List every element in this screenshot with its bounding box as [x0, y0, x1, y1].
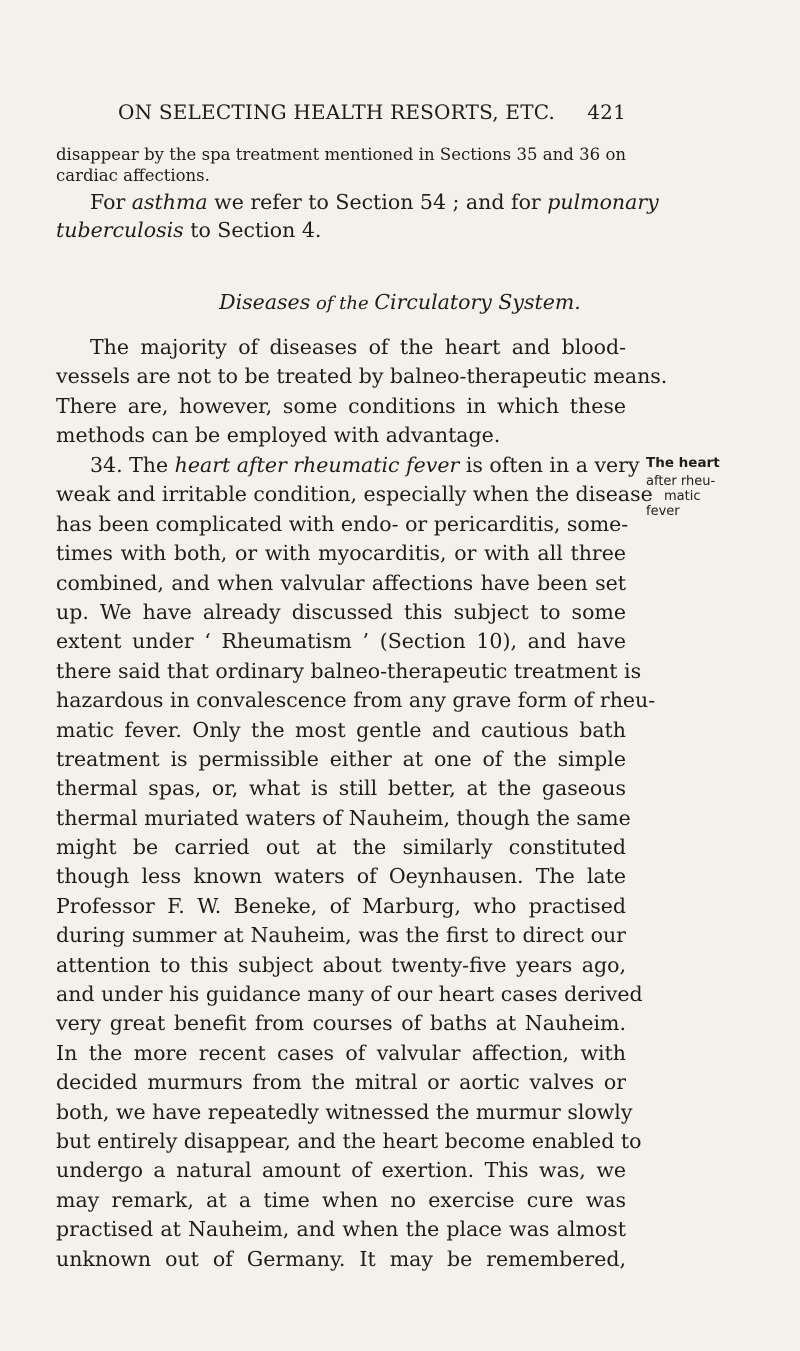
paragraph-line: weak and irritable condition, especially when the disease: [56, 482, 653, 507]
asthma-paragraph-cont: [56, 216, 626, 245]
paragraph-line: vessels are not to be treated by balneo-therapeutic means.: [56, 364, 668, 389]
paragraph-line: treatment is permissible either at one of the simple: [56, 746, 626, 771]
emphasis-heart-after-rheumatic-fever: heart after rheumatic fever: [174, 453, 460, 477]
margin-note-line: matic: [664, 489, 701, 504]
margin-note-line: fever: [646, 504, 680, 519]
emphasis-tuberculosis: tuberculosis: [56, 218, 184, 242]
intro-paragraph: [56, 144, 626, 186]
asthma-line: [56, 216, 626, 245]
paragraph-line: In the more recent cases of valvular affection, with: [56, 1040, 626, 1065]
paragraph-line: hazardous in convalescence from any grave form of rheu-: [56, 688, 656, 713]
paragraph-line: practised at Nauheim, and when the place was almost: [56, 1217, 626, 1242]
running-title: ON SELECTING HEALTH RESORTS, ETC.: [118, 100, 556, 124]
paragraph-majority: [56, 333, 668, 451]
intro-line: cardiac affections.: [56, 166, 210, 185]
paragraph-line: both, we have repeatedly witnessed the murmur slowly: [56, 1099, 633, 1124]
paragraph-line: might be carried out at the similarly constituted: [56, 835, 626, 860]
text-run: For: [90, 190, 132, 214]
heading-part: of the: [310, 293, 375, 314]
heading-part: Diseases: [219, 290, 311, 314]
paragraph-line: up. We have already discussed this subject to some: [56, 599, 626, 624]
emphasis-asthma: asthma: [131, 190, 208, 214]
paragraph-line: but entirely disappear, and the heart become enabled to: [56, 1128, 642, 1153]
section-heading: [0, 290, 800, 314]
page-number: 421: [587, 100, 626, 124]
text-run: 34. The: [90, 453, 175, 477]
emphasis-pulmonary: pulmonary: [547, 190, 659, 214]
paragraph-line: Professor F. W. Beneke, of Marburg, who practised: [56, 893, 626, 918]
text-run: to Section 4.: [183, 218, 322, 242]
paragraph-line: undergo a natural amount of exertion. This was, we: [56, 1158, 626, 1183]
text-run: we refer to Section 54 ; and for: [207, 190, 548, 214]
paragraph-line: extent under ‘ Rheumatism ’ (Section 10), and have: [56, 629, 626, 654]
paragraph-line: during summer at Nauheim, was the first to direct our: [56, 923, 626, 948]
text-run: is often in a very: [459, 453, 640, 477]
paragraph-line: methods can be employed with advantage.: [56, 423, 501, 448]
paragraph-line: thermal muriated waters of Nauheim, though the same: [56, 805, 631, 830]
paragraph-line: unknown out of Germany. It may be remembered,: [56, 1246, 626, 1271]
margin-note-line: The heart: [646, 455, 720, 471]
intro-line: disappear by the spa treatment mentioned in Sections 35 and 36 on: [56, 145, 626, 164]
paragraph-line: combined, and when valvular affections have been set: [56, 570, 626, 595]
paragraph-line: very great benefit from courses of baths at Nauheim.: [56, 1011, 626, 1036]
paragraph-line: may remark, at a time when no exercise cure was: [56, 1187, 626, 1212]
paragraph-line: times with both, or with myocarditis, or with all three: [56, 541, 626, 566]
paragraph-line: [56, 451, 640, 480]
paragraph-line: The majority of diseases of the heart and blood-: [90, 335, 626, 359]
asthma-paragraph: [56, 188, 659, 217]
paragraph-34: [56, 451, 656, 1274]
paragraph-line: There are, however, some conditions in which these: [56, 393, 626, 418]
margin-note: [646, 456, 726, 519]
paragraph-line: has been complicated with endo- or pericarditis, some-: [56, 511, 629, 536]
paragraph-line: decided murmurs from the mitral or aortic valves or: [56, 1070, 626, 1095]
paragraph-line: and under his guidance many of our heart cases derived: [56, 982, 643, 1007]
margin-note-line: after rheu-: [646, 474, 716, 489]
paragraph-line: matic fever. Only the most gentle and cautious bath: [56, 717, 626, 742]
paragraph-line: though less known waters of Oeynhausen. The late: [56, 864, 626, 889]
asthma-line: [56, 188, 659, 217]
paragraph-line: thermal spas, or, what is still better, at the gaseous: [56, 776, 626, 801]
heading-part: Circulatory System.: [374, 290, 581, 314]
paragraph-line: attention to this subject about twenty-five years ago,: [56, 952, 626, 977]
paragraph-line: there said that ordinary balneo-therapeutic treatment is: [56, 658, 642, 683]
